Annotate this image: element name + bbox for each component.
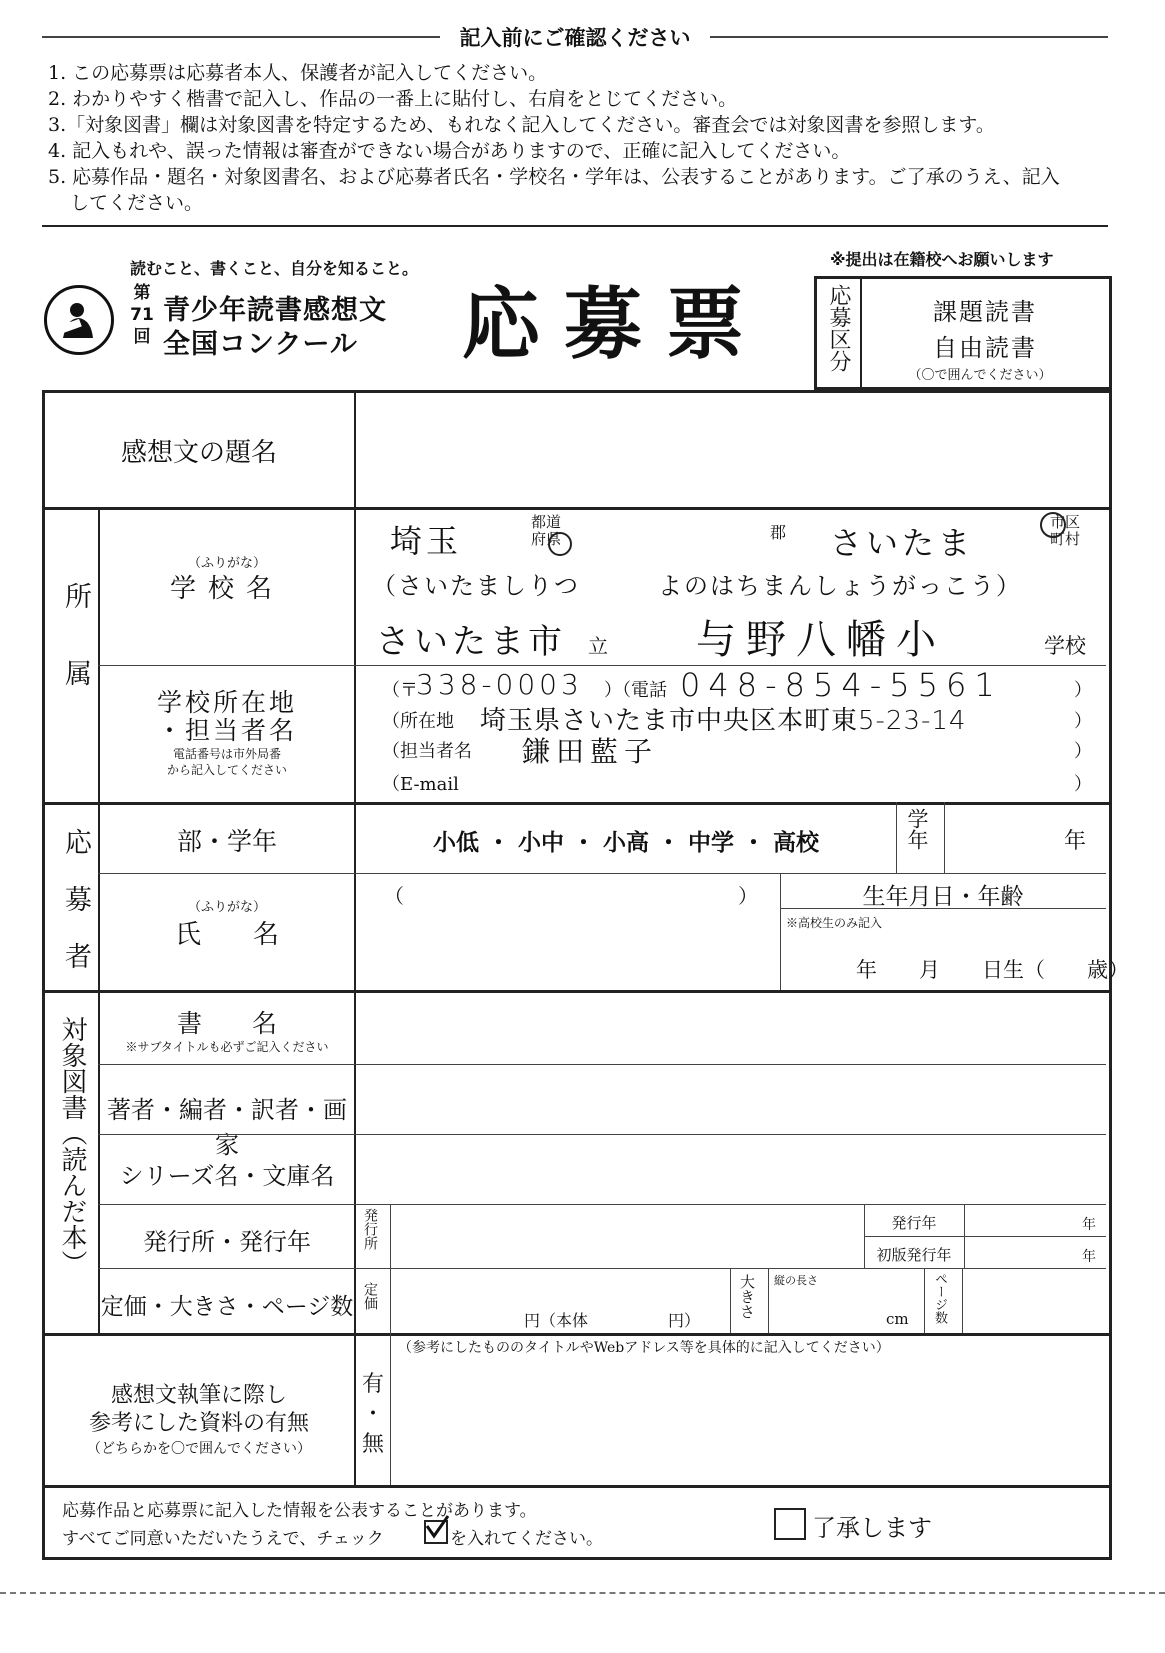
school-furigana-value[interactable]: （さいたましりつ よのはちまんしょうがっこう）: [372, 572, 1022, 600]
agree-label: 了承します: [812, 1514, 932, 1542]
agree-checkbox[interactable]: [774, 1508, 806, 1540]
ritsu-label: 立: [588, 634, 608, 658]
zip-label: （〒: [382, 680, 418, 701]
book-title-note: ※サブタイトルも必ずご記入ください: [125, 1040, 329, 1054]
birth-label: 生年月日・年齢: [862, 884, 1024, 910]
school-value[interactable]: 与野八幡小: [696, 617, 946, 663]
checkmark-icon: [424, 1514, 450, 1540]
birth-note: ※高校生のみ記入: [786, 916, 883, 930]
tel-value[interactable]: 048-854-5561: [680, 666, 1003, 704]
book-label: 対象図書（読んだ本）: [57, 1016, 87, 1276]
edition-prefix: 第: [133, 283, 151, 303]
pref-suffix-1: 都道: [530, 513, 561, 531]
confirm-title: 記入前にご確認ください: [459, 25, 691, 50]
ref-label-1: 感想文執筆に際し: [110, 1383, 287, 1408]
ref-dot: ・: [361, 1402, 384, 1427]
pref-circle-mark: [548, 532, 572, 556]
check-mark-example-icon: [424, 1520, 448, 1544]
consent-line2b: を入れてください。: [450, 1529, 603, 1549]
email-label: （E-mail: [382, 774, 459, 795]
email-field[interactable]: [470, 768, 1060, 794]
address-close: ）: [1074, 711, 1092, 732]
size-box-label: 大きさ: [738, 1274, 756, 1319]
gun-label: 郡: [770, 523, 787, 542]
series-field[interactable]: [356, 1136, 1104, 1202]
cm-unit: cm: [886, 1310, 909, 1328]
note-1: 1. この応募票は応募者本人、保護者が記入してください。: [48, 62, 548, 84]
note-3: 3.「対象図書」欄は対象図書を特定するため、もれなく記入してください。審査会では対象図書を参照します。: [48, 114, 995, 136]
grade-field[interactable]: [946, 804, 1056, 872]
affiliation-label: 所属: [60, 582, 91, 736]
grade-label: 部・学年: [176, 827, 277, 856]
prefecture-value[interactable]: 埼玉: [390, 522, 463, 560]
publisher-field[interactable]: [392, 1206, 862, 1266]
tel-close: ）: [1074, 680, 1092, 701]
name-field[interactable]: [360, 910, 776, 986]
height-note: 縦の長さ: [774, 1274, 818, 1287]
pub-year-label: 発行年: [891, 1214, 937, 1232]
consent-line1: 応募作品と応募票に記入した情報を公表することがあります。: [62, 1501, 537, 1521]
name-furigana-field[interactable]: [404, 878, 734, 906]
pages-box-label: ページ数: [932, 1272, 947, 1324]
category-label: 応募区分: [826, 284, 851, 372]
address-value[interactable]: 埼玉県さいたま市中央区本町東5-23-14: [480, 706, 967, 736]
zip-value[interactable]: 338-0003: [416, 668, 583, 701]
category-option-free[interactable]: 自由読書: [933, 334, 1037, 362]
person-close: ）: [1074, 741, 1092, 762]
note-5: 5. 応募作品・題名・対象図書名、および応募者氏名・学校名・学年は、公表することがあります。ご了承のうえ、記入: [48, 166, 1060, 188]
city-suffix-2: 町村: [1049, 530, 1080, 548]
city-value[interactable]: さいたま: [830, 524, 975, 562]
consent-line2a: すべてご同意いただいたうえで、チェック: [62, 1529, 384, 1549]
instruction-notes: [48, 60, 1108, 216]
person-label: （担当者名: [382, 741, 472, 762]
email-close: ）: [1074, 774, 1092, 795]
series-label: シリーズ名・文庫名: [119, 1162, 335, 1190]
birth-format[interactable]: 年 月 日生（ 歳）: [856, 958, 1129, 982]
book-title-label: 書 名: [176, 1009, 277, 1038]
category-hint: （〇で囲んでください）: [908, 368, 1052, 383]
author-field[interactable]: [356, 1066, 1104, 1132]
person-value[interactable]: 鎌田藍子: [522, 735, 659, 768]
address-label: （所在地: [382, 711, 454, 732]
ref-note: （参考にしたもののタイトルやWebアドレス等を具体的に記入してください）: [398, 1340, 890, 1356]
price-format[interactable]: 円（本体 円）: [524, 1311, 701, 1330]
school-address-label: 学校所在地: [156, 688, 297, 717]
reading-figure-icon: [47, 288, 111, 352]
grade-options[interactable]: 小低 ・ 小中 ・ 小高 ・ 中学 ・ 高校: [432, 830, 820, 856]
publisher-label: 発行所・発行年: [143, 1228, 311, 1256]
school-name-label: 学校名: [169, 574, 284, 604]
author-label: 著者・編者・訳者・画家: [107, 1096, 347, 1159]
note-4: 4. 記入もれや、誤った情報は審査ができない場合がありますので、正確に記入してください。: [48, 140, 851, 162]
ref-hint: （どちらかを〇で囲んでください）: [87, 1441, 311, 1457]
ref-label-2: 参考にした資料の有無: [88, 1411, 309, 1436]
school-address-note-1: 電話番号は市外局番: [172, 747, 281, 761]
municipality-value[interactable]: さいたま市: [376, 622, 566, 662]
essay-title-label: 感想文の題名: [120, 438, 277, 468]
school-furigana-label: （ふりがな）: [187, 556, 266, 571]
price-box-label: 定価: [362, 1282, 378, 1310]
book-title-field[interactable]: [356, 992, 1104, 1062]
pref-suffix-2: 府県: [530, 530, 561, 548]
price-label: 定価・大きさ・ページ数: [100, 1294, 354, 1320]
ref-field[interactable]: [394, 1358, 1104, 1482]
essay-title-field[interactable]: [356, 392, 1104, 506]
ref-no-option[interactable]: 無: [361, 1432, 384, 1457]
logo-emblem: [44, 285, 114, 355]
ref-yes-option[interactable]: 有: [361, 1372, 384, 1397]
category-option-assigned[interactable]: 課題読書: [933, 298, 1037, 326]
school-address-note-2: から記入してください: [166, 763, 287, 777]
city-circle-mark: [1040, 512, 1066, 538]
note-5-cont: してください。: [70, 192, 204, 214]
edition-suffix: 回: [133, 327, 151, 347]
name-label: 氏 名: [174, 920, 279, 950]
grade-unit: 年: [1064, 829, 1087, 854]
first-year-label: 初版発行年: [876, 1246, 952, 1264]
publisher-box-label: 発行所: [362, 1208, 378, 1250]
name-furigana-label: （ふりがな）: [187, 900, 266, 915]
submit-note: ※提出は在籍校へお願いします: [830, 250, 1054, 269]
tel-label: ）（電話: [604, 680, 667, 701]
logo-name-line2: 全国コンクール: [163, 329, 358, 360]
logo-tagline: 読むこと、書くこと、自分を知ること。: [130, 259, 419, 278]
logo-name-line1: 青少年読書感想文: [163, 295, 387, 326]
grade-box-label: 学年: [905, 808, 929, 850]
form-title: 応募票: [462, 280, 769, 370]
school-person-label: ・担当者名: [156, 716, 297, 745]
pub-year-unit: 年: [1082, 1217, 1096, 1233]
pages-field[interactable]: [964, 1270, 1104, 1330]
applicant-label: 応募者: [60, 828, 91, 999]
city-suffix-1: 市区: [1049, 513, 1080, 531]
note-2: 2. わかりやすく楷書で記入し、作品の一番上に貼付し、右肩をとじてください。: [48, 88, 738, 110]
edition-number: 71: [130, 305, 154, 325]
first-year-unit: 年: [1082, 1249, 1096, 1265]
gakko-label: 学校: [1044, 634, 1086, 658]
cut-line: [0, 1592, 1165, 1594]
